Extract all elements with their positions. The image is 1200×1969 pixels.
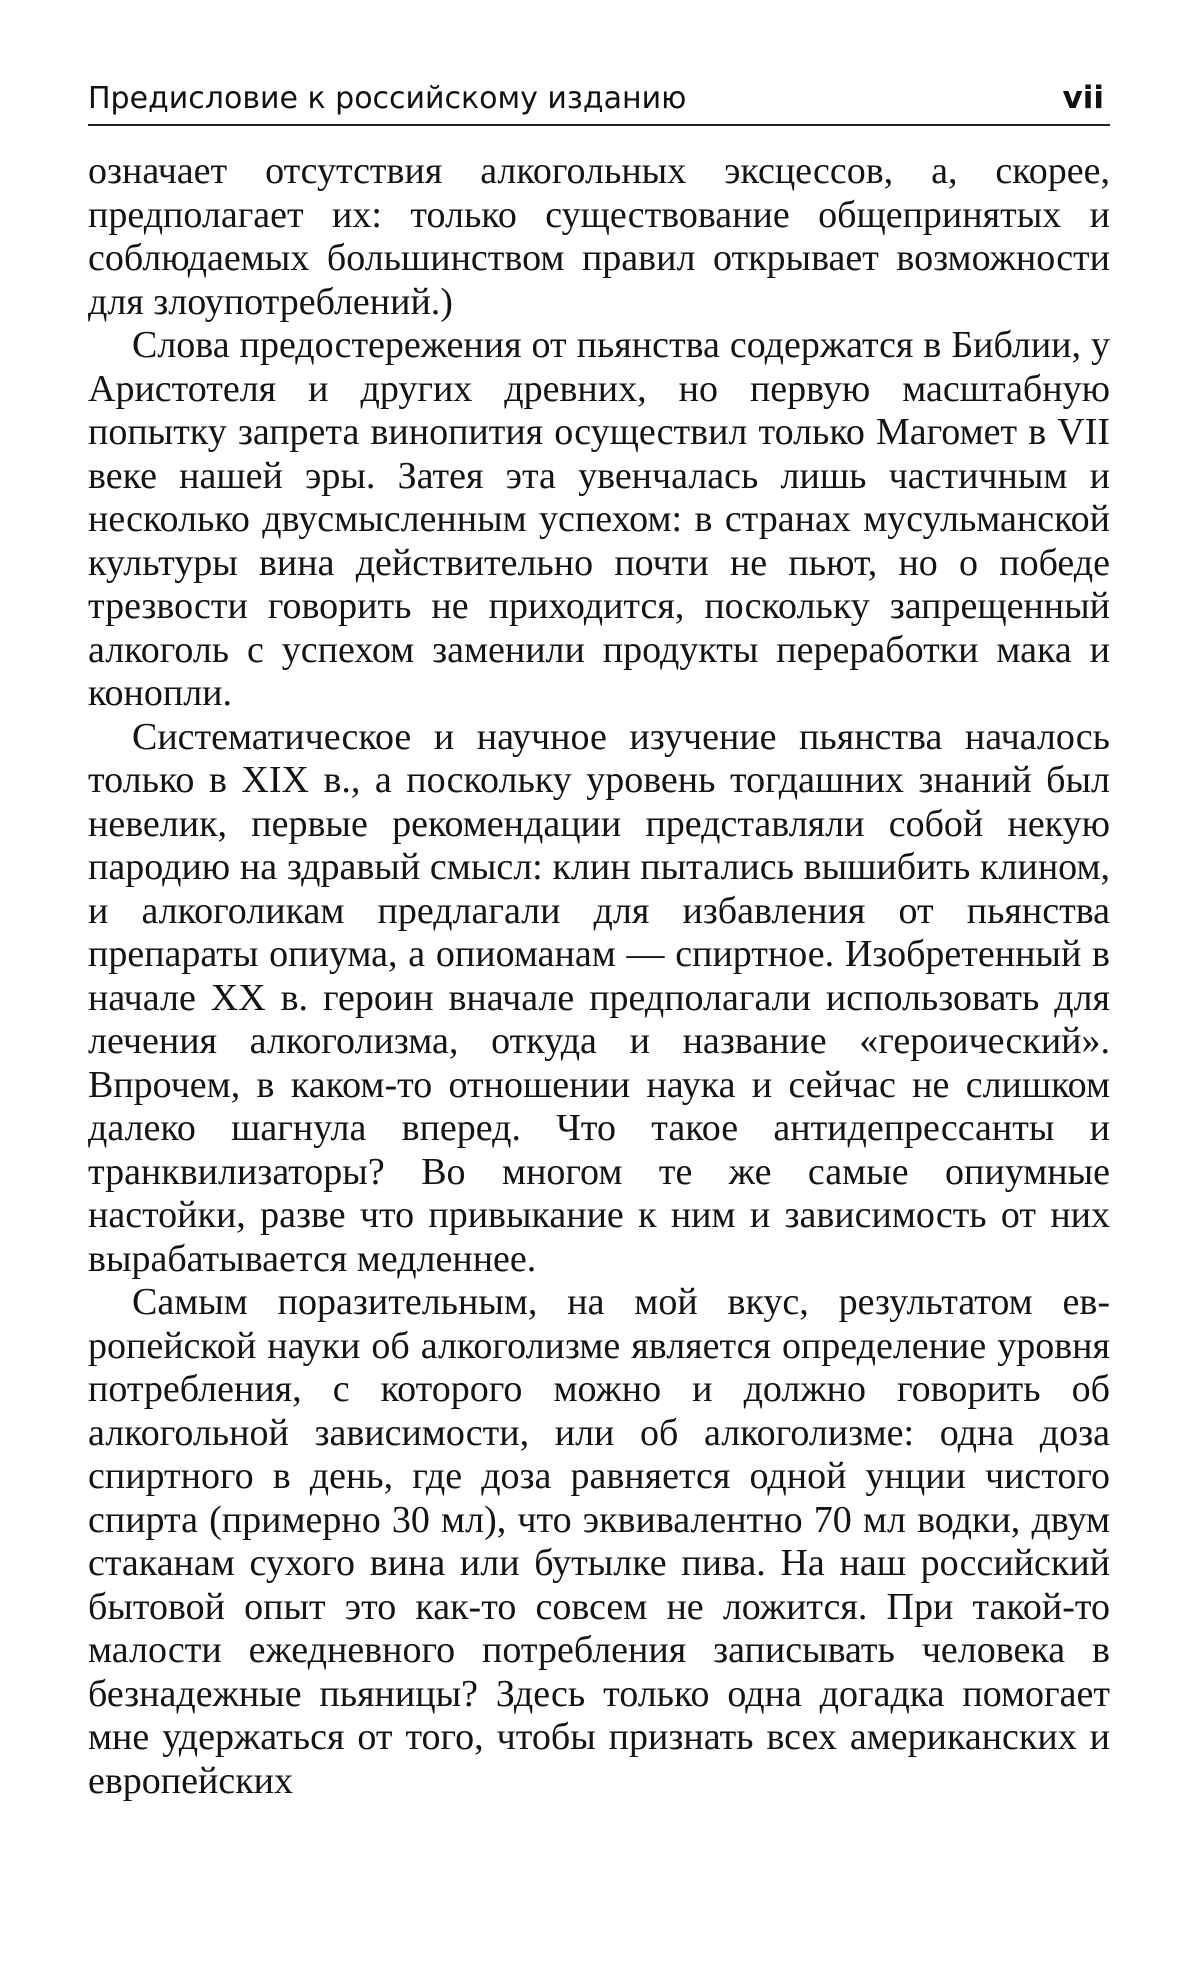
paragraph: Слова предостережения от пьянства содержатся в Библии, у Аристотеля и других древних, но первую масштабную попытку запрета винопития осуществил только Магомет в VII веке нашей эры. Затея эта увенчалась лишь частичным и несколько двусмысленным успехом: в странах мусульманской культуры вина действительно почти не пьют, но о победе трезвости говорить не приходится, поскольку запрещенный алкоголь с успехом заменили продукты переработки мака и конопли. xyxy=(88,324,1110,714)
running-header xyxy=(88,80,1110,126)
book-page xyxy=(88,80,1110,1803)
body-text xyxy=(88,150,1110,1803)
page-number: vii xyxy=(1062,80,1104,116)
paragraph: Самым поразительным, на мой вкус, результатом европейской науки об алкоголизме является определение уровня потребления, с которого можно и должно говорить об алкогольной зависимости, или об алкоголизме: одна доза спиртного в день, где доза равняется одной унции чистого спирта (примерно 30 мл), что эквивалентно 70 мл водки, двум стаканам сухого вина или бутылке пива. На наш российский бытовой опыт это как-то совсем не ложится. При такой-то малости ежедневного потребления записывать человека в безнадежные пьяницы? Здесь только одна догадка помогает мне удержаться от того, чтобы признать всех американских и европейских xyxy=(88,1281,1110,1802)
paragraph-continued: означает отсутствия алкогольных эксцессов, а, скорее, предполагает их: только существование общепринятых и соблюдаемых большинством правил открывает возможности для злоупотреблений.) xyxy=(88,150,1110,323)
running-title: Предисловие к российскому изданию xyxy=(88,81,687,116)
paragraph: Систематическое и научное изучение пьянства началось только в XIX в., а поскольку уровень тогдашних знаний был невелик, первые рекомендации представляли собой некую пародию на здравый смысл: клин пытались вышибить клином, и алкоголикам предлагали для избавления от пьянства препараты опиума, а опиоманам — спиртное. Изобретенный в начале XX в. героин вначале предполагали использовать для лечения алкоголизма, откуда и название «героический». Впрочем, в каком-то отношении наука и сейчас не слишком далеко шагнула вперед. Что такое антидепрессанты и транквилизаторы? Во многом те же самые опиумные настойки, разве что привыкание к ним и зависимость от них вырабатывается медленнее. xyxy=(88,715,1110,1280)
